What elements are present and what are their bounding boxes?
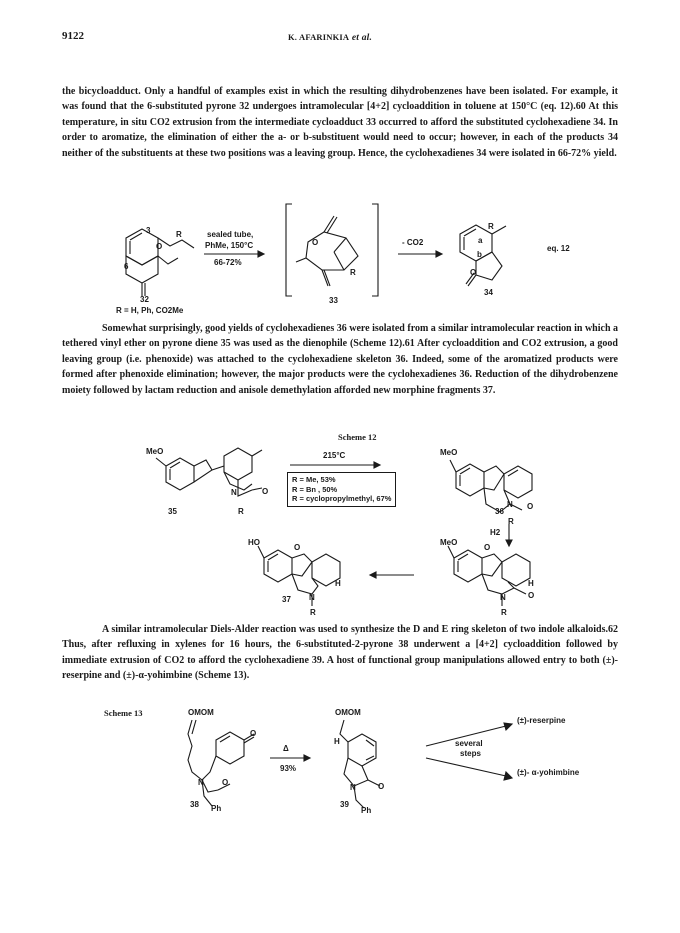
- compound-38-label: 38: [190, 800, 199, 809]
- compound-39-structure: [330, 716, 410, 812]
- paragraph-1: the bicycloadduct. Only a handful of examples exist in which the resulting dihydrobenzenes have been isolated. For example, it was found that the 6-substituted pyrone 32 undergoes intramolecular [4+2] cycloaddition in toluene at 150°C (eq. 12).60 At this temperature, in situ CO2 extrusion from the intermediate cycloadduct 33 occurred to afford the substituted cyclohexadiene 34. In order to aromatize, the elimination of either the a- or b-substituent would need to occur; however, in each of the products 34 neither of the substituents at these two positions was a leaving group. Hence, the cyclohexadienes 34 were isolated in 66-72% yield.: [62, 86, 618, 159]
- scheme12-37-n: N: [309, 593, 315, 602]
- compound-32-label: 32: [140, 295, 149, 304]
- scheme12-36-r: R: [508, 517, 514, 526]
- scheme13-steps-2: steps: [460, 749, 481, 758]
- scheme12-35-o: O: [262, 487, 269, 496]
- scheme12-35-meo: MeO: [146, 447, 164, 456]
- scheme12-int-o2: O: [528, 591, 535, 600]
- eq12-33-oxygen: O: [312, 238, 319, 247]
- eq12-arrow-2: [398, 250, 442, 258]
- scheme12-37-h: H: [335, 579, 341, 588]
- eq12-r-values: R = H, Ph, CO2Me: [116, 306, 184, 315]
- eq12-34-b: b: [477, 250, 482, 259]
- equation-label: eq. 12: [547, 244, 570, 253]
- compound-39-label: 39: [340, 800, 349, 809]
- eq12-yield: 66-72%: [214, 258, 242, 267]
- compound-36-label: 36: [495, 507, 504, 516]
- scheme12-r-option-1: R = Me, 53%: [292, 475, 336, 484]
- scheme12-h2: H2: [490, 528, 501, 537]
- scheme13-38-omom: OMOM: [188, 708, 214, 717]
- ring-position-3: 3: [146, 226, 151, 235]
- scheme13-38-ph: Ph: [211, 804, 222, 813]
- scheme12-int-o: O: [484, 543, 491, 552]
- scheme13-arrow: [270, 754, 310, 762]
- scheme13-yield: 93%: [280, 764, 297, 773]
- scheme13-heat: Δ: [283, 744, 289, 753]
- scheme12-37-r: R: [310, 608, 316, 617]
- paragraph-3: A similar intramolecular Diels-Alder reaction was used to synthesize the D and E ring skeleton of two indole alkaloids.62 Thus, after refluxing in xylenes for 16 hours, the 6-substituted-2-pyrone 38 underwent a [4+2] cycloaddition followed by immediate extrusion of CO2 to afford the cyclohexadiene 39. A host of functional group manipulations allowed entry to both (±)-reserpine and (±)-α-yohimbine (Scheme 13).: [62, 624, 618, 682]
- scheme13-39-ph: Ph: [361, 806, 372, 815]
- compound-34-label: 34: [484, 288, 493, 297]
- scheme12-int-meo: MeO: [440, 538, 458, 547]
- compound-36-structure: [442, 450, 542, 530]
- lactam-intermediate-structure: [442, 538, 552, 614]
- scheme13-38-o2: O: [222, 778, 229, 787]
- page-number: 9122: [62, 30, 84, 42]
- scheme13-39-omom: OMOM: [335, 708, 361, 717]
- scheme13-product-reserpine: (±)-reserpine: [517, 716, 566, 725]
- scheme13-39-n: N: [350, 783, 356, 792]
- eq12-co2-loss: - CO2: [402, 238, 424, 247]
- running-head-authors: K. AFARINKIA: [288, 32, 350, 42]
- scheme13-39-h: H: [334, 737, 340, 746]
- eq12-34-a: a: [478, 236, 483, 245]
- running-head-etal: et al.: [351, 33, 373, 43]
- paragraph-2: Somewhat surprisingly, good yields of cyclohexadienes 36 were isolated from a similar intramolecular reaction in which a tethered vinyl ether on pyrone diene 35 was used as the dienophile (Scheme 12).61 After cycloaddition and CO2 extrusion, a good leaving group (i.e. phenoxide) was attached to the cyclohexadiene skeleton 36. Indeed, some of the aromatized products were formed after phenoxide elimination; however, the major products were the cyclohexadienes 36. Reduction of the dihydrobenzene moiety followed by lactam reduction and anisole demethylation afforded new morphine fragments 37.: [62, 323, 619, 396]
- scheme12-r-options-box: [287, 472, 396, 507]
- scheme12-36-n: N: [507, 500, 513, 509]
- scheme-13-title: Scheme 13: [104, 708, 143, 718]
- scheme13-38-o: O: [250, 729, 257, 738]
- compound-35-label: 35: [168, 507, 177, 516]
- scheme12-37-ho: HO: [248, 538, 260, 547]
- eq12-condition-1: sealed tube,: [207, 230, 254, 239]
- scheme13-product-yohimbine: (±)- α-yohimbine: [517, 768, 580, 777]
- compound-33-label: 33: [329, 296, 338, 305]
- scheme12-left-arrow: [370, 571, 414, 579]
- scheme12-35-n: N: [231, 488, 237, 497]
- eq12-34-R: R: [488, 222, 494, 231]
- eq12-substituent-R: R: [176, 230, 182, 239]
- scheme12-temp: 215°C: [323, 451, 346, 460]
- scheme-12-title: Scheme 12: [338, 432, 377, 442]
- running-head: [288, 32, 372, 43]
- scheme12-int-r: R: [501, 608, 507, 617]
- scheme13-38-n: N: [198, 778, 204, 787]
- scheme12-int-h: H: [528, 579, 534, 588]
- eq12-oxygen: O: [156, 242, 163, 251]
- ring-position-6: 6: [124, 262, 129, 271]
- scheme12-r-option-2: R = Bn , 50%: [292, 484, 338, 494]
- scheme12-r-option-3: R = cyclopropylmethyl, 67%: [292, 494, 392, 503]
- eq12-33-R: R: [350, 268, 356, 277]
- eq12-condition-2: PhMe, 150°C: [205, 241, 254, 250]
- compound-33-structure: [284, 202, 384, 300]
- scheme12-36-o: O: [527, 502, 534, 511]
- scheme13-39-o: O: [378, 782, 385, 791]
- compound-37-label: 37: [282, 595, 291, 604]
- eq12-arrow: [204, 250, 264, 258]
- scheme12-arrow: [290, 461, 380, 469]
- scheme13-steps-1: several: [455, 739, 483, 748]
- scheme12-int-n: N: [500, 593, 506, 602]
- compound-37-structure: [252, 538, 362, 614]
- scheme12-36-meo: MeO: [440, 448, 458, 457]
- eq12-34-oxygen: O: [470, 268, 477, 277]
- scheme12-35-r: R: [238, 507, 244, 516]
- scheme12-37-o: O: [294, 543, 301, 552]
